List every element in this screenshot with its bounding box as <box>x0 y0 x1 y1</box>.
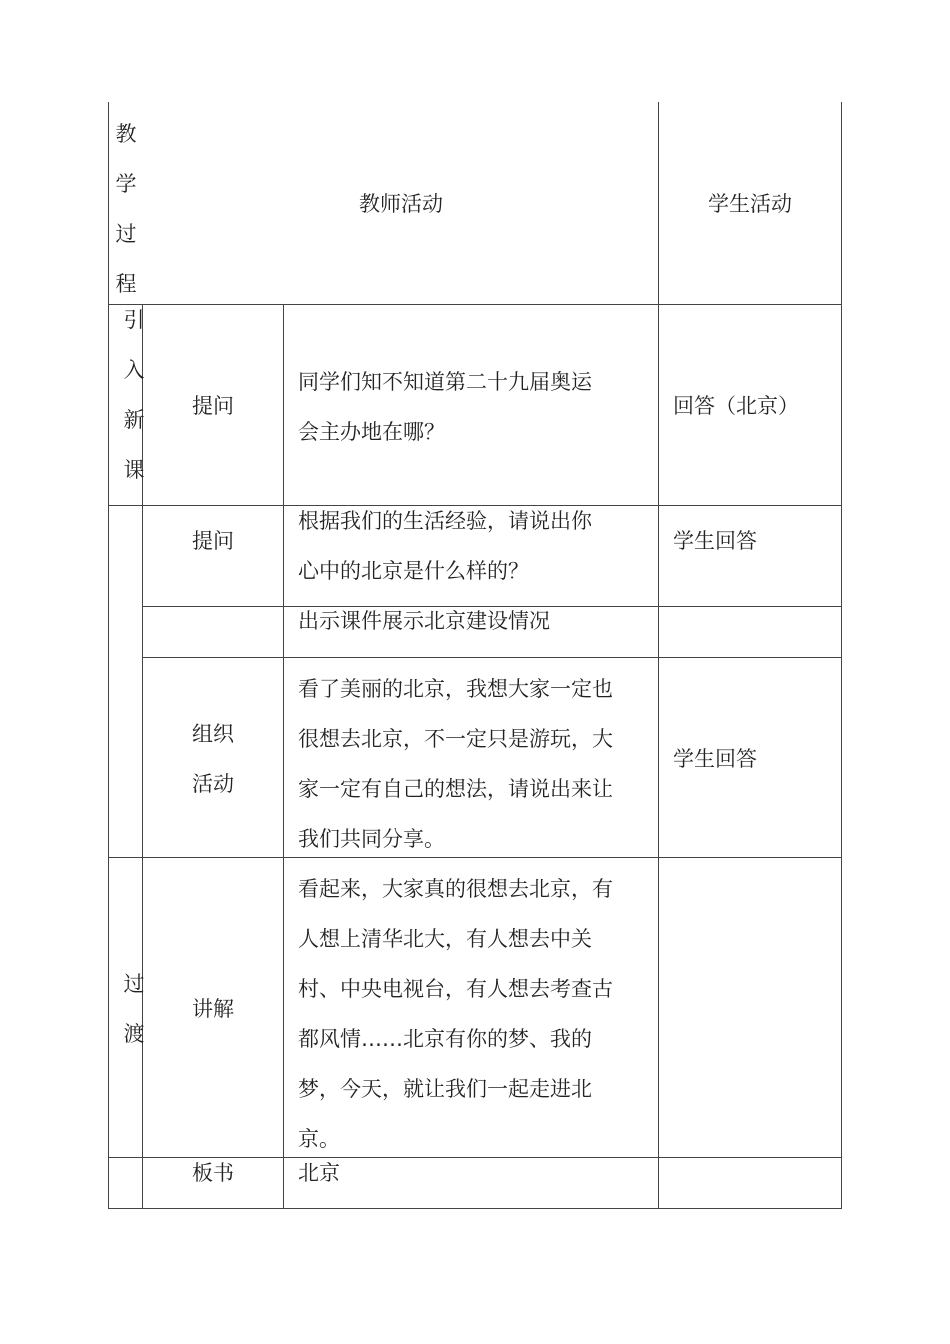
text-line: 看起来，大家真的很想去北京，有 <box>298 877 613 901</box>
text-line: 根据我们的生活经验，请说出你 <box>298 509 592 533</box>
grid-line <box>841 102 842 1209</box>
text-line: 家一定有自己的想法，请说出来让 <box>298 777 613 801</box>
text-line: 京。 <box>298 1127 340 1151</box>
text-line: 会主办地在哪？ <box>298 420 445 444</box>
teacher-activity-cell <box>284 496 658 596</box>
stage-char: 渡 <box>123 1022 145 1046</box>
teacher-activity-cell <box>284 1148 658 1198</box>
method-cell <box>143 381 283 431</box>
process-header <box>108 109 144 309</box>
text-line: 出示课件展示北京建设情况 <box>298 609 550 633</box>
method-label: 组织 <box>192 722 234 746</box>
method-label: 活动 <box>192 772 234 796</box>
student-activity-cell <box>659 734 841 784</box>
student-activity-header <box>659 102 841 304</box>
text-line: 北京 <box>298 1161 340 1185</box>
method-cell <box>143 709 283 809</box>
stage-char: 过 <box>123 972 145 996</box>
text-line: 我们共同分享。 <box>298 827 445 851</box>
text-line: 都风情……北京有你的梦、我的 <box>298 1027 592 1051</box>
method-label: 板书 <box>192 1161 234 1185</box>
text-line: 梦，今天，就让我们一起走进北 <box>298 1077 592 1101</box>
text-line: 很想去北京，不一定只是游玩，大 <box>298 727 613 751</box>
text-line: 回答（北京） <box>673 394 799 418</box>
stage-char: 引 <box>123 308 145 332</box>
method-cell <box>143 984 283 1034</box>
teacher-activity-cell <box>284 596 658 646</box>
method-cell <box>143 516 283 566</box>
student-activity-cell <box>659 516 841 566</box>
stage-char: 入 <box>123 358 145 382</box>
teacher-activity-cell <box>284 664 658 864</box>
method-label: 讲解 <box>192 997 234 1021</box>
text-line: 看了美丽的北京，我想大家一定也 <box>298 677 613 701</box>
header-char: 学 <box>115 172 137 196</box>
teacher-activity-cell <box>284 864 658 1164</box>
lesson-plan-table <box>108 102 842 1209</box>
grid-line <box>108 1208 842 1209</box>
header-char: 过 <box>115 222 137 246</box>
text-line: 村、中央电视台，有人想去考查古 <box>298 977 613 1001</box>
method-cell <box>143 1148 283 1198</box>
text-line: 人想上清华北大，有人想去中关 <box>298 927 592 951</box>
method-label: 提问 <box>192 529 234 553</box>
stage-char: 新 <box>123 408 145 432</box>
stage-char: 课 <box>123 458 145 482</box>
teacher-activity-label: 教师活动 <box>359 192 443 216</box>
text-line: 同学们知不知道第二十九届奥运 <box>298 370 592 394</box>
grid-line <box>142 657 842 658</box>
method-label: 提问 <box>192 394 234 418</box>
text-line: 心中的北京是什么样的？ <box>298 559 529 583</box>
grid-line <box>108 304 842 305</box>
header-char: 程 <box>115 272 137 296</box>
student-activity-label: 学生活动 <box>708 192 792 216</box>
teacher-activity-cell <box>284 357 658 457</box>
text-line: 学生回答 <box>673 747 757 771</box>
student-activity-cell <box>659 381 841 431</box>
teacher-activity-header <box>144 102 658 304</box>
header-char: 教 <box>115 122 137 146</box>
text-line: 学生回答 <box>673 529 757 553</box>
